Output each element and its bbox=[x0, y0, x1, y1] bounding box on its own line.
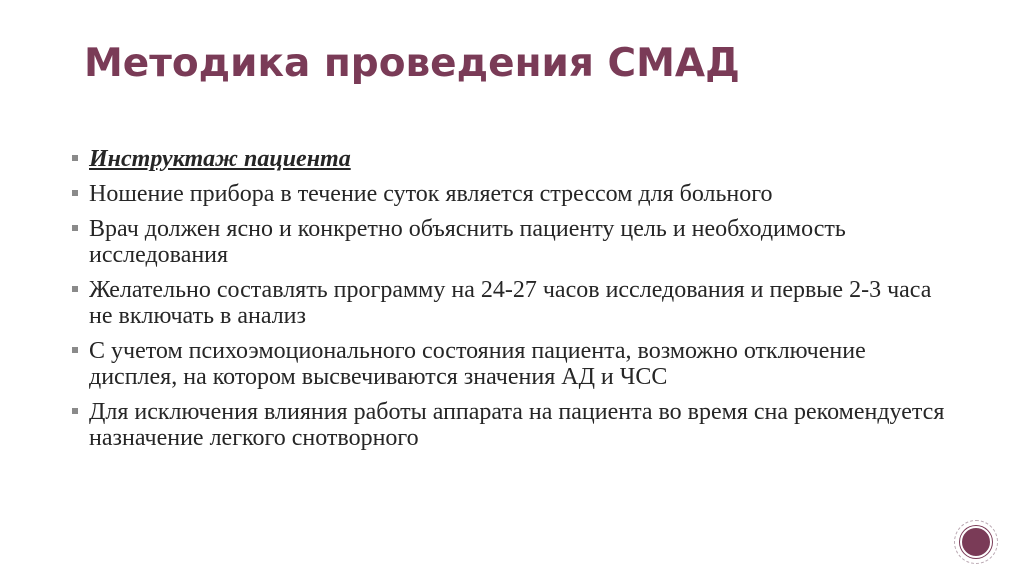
bullet-item bbox=[72, 399, 952, 451]
bullet-text: Желательно составлять программу на 24-27 часов исследования и первые 2-3 часа не включать в анализ bbox=[89, 277, 932, 329]
bullet-item bbox=[72, 338, 952, 390]
slide-number-badge-icon bbox=[954, 520, 998, 564]
square-bullet-icon bbox=[72, 225, 78, 231]
bullet-text: Ношение прибора в течение суток является стрессом для больного bbox=[89, 181, 773, 207]
square-bullet-icon bbox=[72, 155, 78, 161]
bullet-text: Инструктаж пациента bbox=[89, 146, 351, 172]
bullet-item bbox=[72, 181, 952, 207]
bullet-item bbox=[72, 277, 952, 329]
square-bullet-icon bbox=[72, 286, 78, 292]
badge-circle bbox=[960, 526, 992, 558]
bullet-text: С учетом психоэмоционального состояния пациента, возможно отключение дисплея, на котором высвечиваются значения АД и ЧСС bbox=[89, 338, 866, 390]
square-bullet-icon bbox=[72, 190, 78, 196]
bullet-item bbox=[72, 146, 952, 172]
square-bullet-icon bbox=[72, 408, 78, 414]
bullet-list bbox=[72, 146, 952, 460]
bullet-text: Врач должен ясно и конкретно объяснить пациенту цель и необходимость исследования bbox=[89, 216, 846, 268]
bullet-item bbox=[72, 216, 952, 268]
square-bullet-icon bbox=[72, 347, 78, 353]
bullet-text: Для исключения влияния работы аппарата на пациента во время сна рекомендуется назначение легкого снотворного bbox=[89, 399, 945, 451]
slide-title: Методика проведения СМАД bbox=[84, 41, 740, 86]
